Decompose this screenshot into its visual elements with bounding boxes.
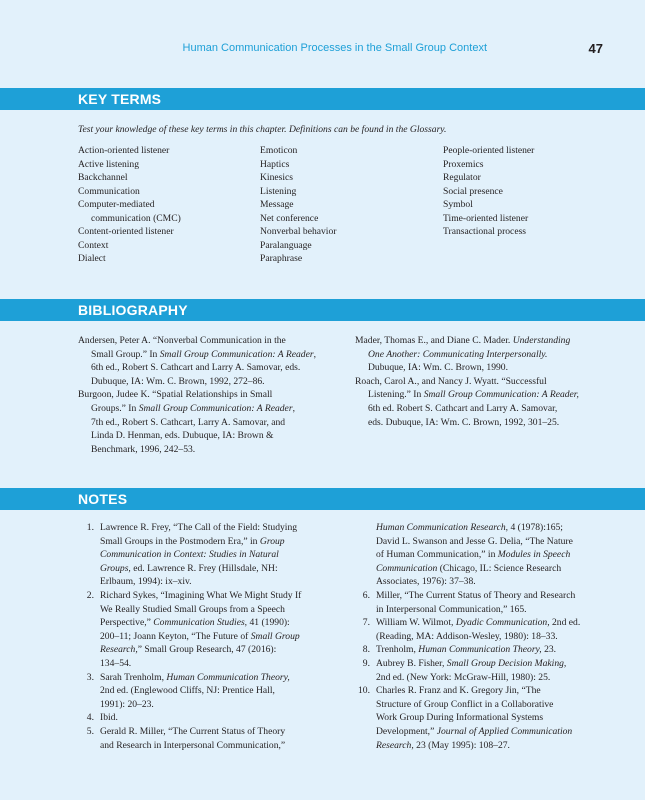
key-term: Paralanguage [260,239,312,251]
page-number: 47 [588,41,603,56]
key-term: Transactional process [443,226,527,237]
key-term: Kinesics [260,172,294,183]
note-number: 4. [86,712,94,724]
note-item: 5. Gerald R. Miller, “The Current Status of Theory and Research in Interpersonal Communication,” [80,725,350,752]
key-term: Social presence [443,185,503,197]
key-term: Active listening [78,158,140,170]
bibliography-entry: Andersen, Peter A. “Nonverbal Communication in the Small Group.” In Small Group Communication: A Reader, 6th ed., Robert S. Cathcart and Larry A. Samovar, eds. Dubuque, IA: Wm. C. Brown, 1992, 272–86. [78,335,317,387]
notes-left-column [80,521,350,752]
note-item: 2. Richard Sykes, “Imagining What We Might Study If We Really Studied Small Groups from a Speech Perspective,” Communication Studies, 41 (1990): 200–11; Joann Keyton, “The Future of Small Group Research,” Small Group Research, 47 (2016): 134–54. [80,589,350,671]
note-item: 6. Miller, “The Current Status of Theory and Research in Interpersonal Communication,” 165. [356,589,626,616]
bibliography-right-column [355,334,615,429]
key-term: Listening [260,185,297,197]
key-terms-intro: Test your knowledge of these key terms in this chapter. Definitions can be found in the Glossary. [78,124,447,135]
note-item: 4. Ibid. [80,711,350,725]
key-term: Time-oriented listener [443,212,529,224]
bibliography-entry: Roach, Carol A., and Nancy J. Wyatt. “Successful Listening.” In Small Group Communication: A Reader, 6th ed. Robert S. Cathcart and Larry A. Samovar, eds. Dubuque, IA: Wm. C. Brown, 1992, 301–25. [355,375,579,428]
note-number: 7. [362,617,370,629]
key-term: Nonverbal behavior [260,226,337,237]
running-head [0,42,645,58]
bibliography-entry: Mader, Thomas E., and Diane C. Mader. Understanding One Another: Communicating Interpersonally. Dubuque, IA: Wm. C. Brown, 1990. [355,335,571,374]
note-item: 10. Charles R. Franz and K. Gregory Jin, “The Structure of Group Conflict in a Collaborative Work Group During Informational Systems Development,” Journal of Applied Communication Research, 23 (May 1995): 108–27. [358,685,573,751]
key-term: Symbol [443,199,473,210]
note-number: 5. [86,725,94,737]
notes-heading: NOTES [78,491,128,507]
bibliography-entry: Burgoon, Judee K. “Spatial Relationships in Small Groups.” In Small Group Communication: A Reader, 7th ed., Robert S. Cathcart, Larry A. Samovar, and Linda D. Henman, eds. Dubuque, IA: Brown & Benchmark, 1996, 242–53. [78,389,295,455]
key-term: Backchannel [78,172,128,183]
note-item: 1. Lawrence R. Frey, “The Call of the Field: Studying Small Groups in the Postmodern Era,” in Group Communication in Context: Studies in Natural Groups, ed. Lawrence R. Frey (Hillsdale, NH: Erlbaum, 1994): ix–xiv. [80,521,350,589]
key-term: Dialect [78,253,106,264]
key-term: Context [78,239,109,251]
note-number: 1. [86,522,94,533]
notes-band [0,488,645,510]
note-item: 9. Aubrey B. Fisher, Small Group Decision Making, 2nd ed. (New York: McGraw-Hill, 1980): 25. [356,657,626,684]
key-term: Net conference [260,212,319,224]
bibliography-band [0,299,645,321]
key-term: Content-oriented listener [78,226,174,237]
note-number: 10. [358,685,370,697]
note-number: 6. [362,589,370,601]
key-terms-heading: KEY TERMS [78,91,162,107]
key-term: Haptics [260,158,290,170]
note-item: 8. Trenholm, Human Communication Theory, 23. [356,643,626,657]
key-term: Proxemics [443,158,484,170]
note-item: 3. Sarah Trenholm, Human Communication Theory, 2nd ed. (Englewood Cliffs, NJ: Prentice Hall, 1991): 20–23. [80,671,350,712]
key-term: Paraphrase [260,253,303,264]
note-number: 9. [362,657,370,669]
note-item: 7. William W. Wilmot, Dyadic Communication, 2nd ed. (Reading, MA: Addison-Wesley, 1980): 18–33. [356,616,626,643]
bibliography-left-column [78,334,348,456]
bibliography-heading: BIBLIOGRAPHY [78,302,188,318]
key-term: Message [260,199,294,210]
key-term: People-oriented listener [443,145,535,156]
key-term: Computer-mediated [78,199,155,210]
key-term: Regulator [443,172,481,183]
key-term: Action-oriented listener [78,145,170,156]
note-number: 2. [86,589,94,601]
note-number: 8. [362,644,370,656]
key-term: communication (CMC) [91,212,181,224]
key-term: Emoticon [260,145,298,156]
key-terms-column-1 [78,144,181,266]
note-number: 3. [86,671,94,683]
key-term: Communication [78,185,140,197]
running-title: Human Communication Processes in the Small Group Context [182,42,487,54]
key-terms-column-2 [260,144,336,266]
key-terms-band [0,88,645,110]
key-terms-column-3 [443,144,534,239]
notes-right-column [356,521,626,752]
note-item-continued: Human Communication Research, 4 (1978):165; David L. Swanson and Jesse G. Delia, “The Nature of Human Communication,” in Modules in Speech Communication (Chicago, IL: Science Research Associates, 1976): 37–38. [376,522,573,588]
